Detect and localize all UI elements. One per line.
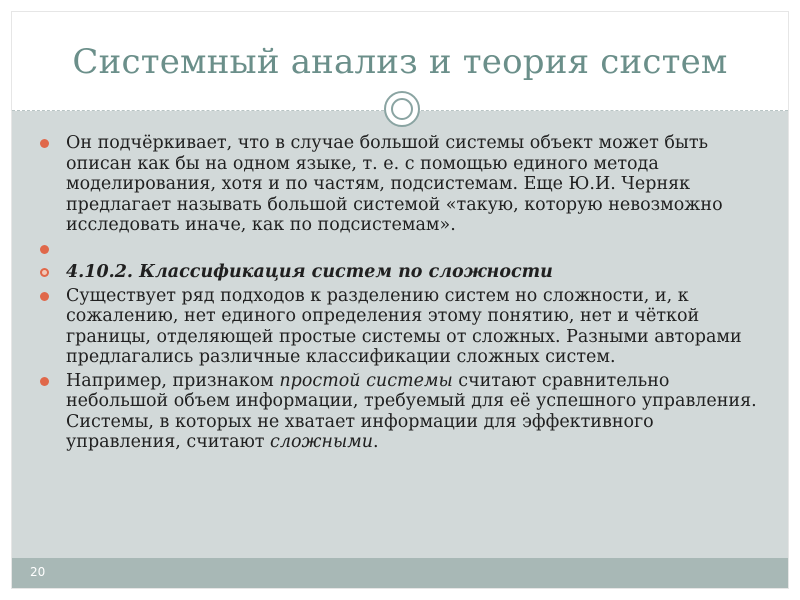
slide-title: Системный анализ и теория систем: [72, 42, 728, 82]
slide: [12, 12, 788, 588]
list-item-text-part: .: [372, 432, 379, 452]
bullet-icon: [40, 292, 49, 301]
bullet-icon: [40, 245, 49, 254]
list-item: [40, 371, 760, 453]
circle-ornament-icon: [384, 91, 420, 127]
footer-bar: [12, 558, 788, 588]
content-area: [12, 111, 788, 558]
list-item-text: Существует ряд подходов к разделению систем но сложности, и, к сожалению, нет единого определения этому понятию, нет и чёткой границы, отделяющей простые системы от сложных. Разными авторами предлагались различные классификации сложных систем.: [66, 285, 742, 367]
list-item-text-part: Например, признаком: [66, 370, 280, 391]
page-number: 20: [30, 565, 46, 579]
hollow-bullet-icon: [40, 268, 49, 277]
list-item-text: Он подчёркивает, что в случае большой системы объект может быть описан как бы на одном языке, т. е. с помощью единого метода моделирования, хотя и по частям, подсистемам. Еще Ю.И. Черняк предлагает называть большой системой «такую, которую невозможно исследовать иначе, как по подсистемам».: [66, 133, 723, 235]
bullet-icon: [40, 139, 49, 148]
section-heading: 4.10.2. Классификация систем по сложности: [66, 262, 553, 282]
bullet-icon: [40, 377, 49, 386]
list-item: [40, 286, 760, 368]
emphasis-complex: сложными: [270, 432, 373, 452]
list-item-heading: [40, 262, 760, 283]
list-item-empty: [40, 239, 760, 260]
list-item: [40, 133, 760, 236]
bullet-list: [40, 133, 760, 456]
list-item-text-part: считают сравнительно небольшой объем информации, требуемый для её успешного управления. Системы, в которых не хватает информации для эффективного управления, считают: [66, 370, 757, 452]
emphasis-simple-system: простой системы: [279, 370, 453, 391]
